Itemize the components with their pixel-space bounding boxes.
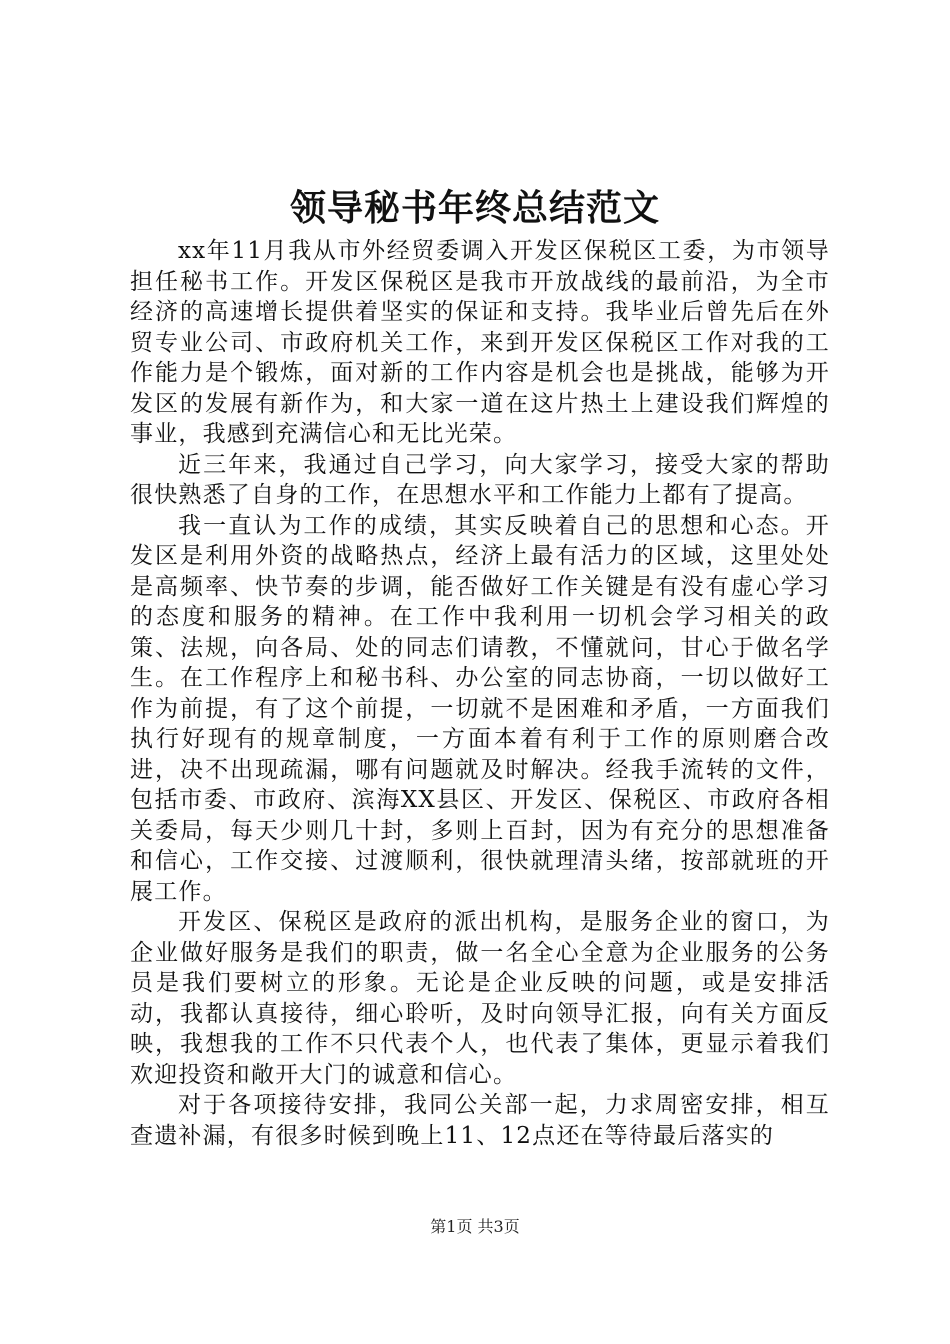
document-body bbox=[130, 236, 830, 1151]
paragraph-1: xx年11月我从市外经贸委调入开发区保税区工委，为市领导担任秘书工作。开发区保税区是我市开放战线的最前沿，为全市经济的高速增长提供着坚实的保证和支持。我毕业后曾先后在外贸专业公司、市政府机关工作，来到开发区保税区工作对我的工作能力是个锻炼，面对新的工作内容是机会也是挑战，能够为开发区的发展有新作为，和大家一道在这片热土上建设我们辉煌的事业，我感到充满信心和无比光荣。 bbox=[130, 238, 830, 447]
paragraph-4: 开发区、保税区是政府的派出机构，是服务企业的窗口，为企业做好服务是我们的职责，做一名全心全意为企业服务的公务员是我们要树立的形象。无论是企业反映的问题，或是安排活动，我都认真接待，细心聆听，及时向领导汇报，向有关方面反映，我想我的工作不只代表个人，也代表了集体，更显示着我们欢迎投资和敞开大门的诚意和信心。 bbox=[130, 909, 830, 1088]
paragraph-3: 我一直认为工作的成绩，其实反映着自己的思想和心态。开发区是利用外资的战略热点，经济上最有活力的区域，这里处处是高频率、快节奏的步调，能否做好工作关键是有没有虚心学习的态度和服务的精神。在工作中我利用一切机会学习相关的政策、法规，向各局、处的同志们请教，不懂就问，甘心于做名学生。在工作程序上和秘书科、办公室的同志协商，一切以做好工作为前提，有了这个前提，一切就不是困难和矛盾，一方面我们执行好现有的规章制度，一方面本着有利于工作的原则磨合改进，决不出现疏漏，哪有问题就及时解决。经我手流转的文件，包括市委、市政府、滨海XX县区、开发区、保税区、市政府各相关委局，每天少则几十封，多则上百封，因为有充分的思想准备和信心，工作交接、过渡顺利，很快就理清头绪，按部就班的开展工作。 bbox=[130, 512, 830, 905]
paragraph-5: 对于各项接待安排，我同公关部一起，力求周密安排，相互查遗补漏，有很多时候到晚上11、12点还在等待最后落实的 bbox=[130, 1092, 830, 1149]
page-number-footer: 第1页 共3页 bbox=[430, 1217, 520, 1236]
document-title: 领导秘书年终总结范文 bbox=[289, 187, 660, 229]
paragraph-2: 近三年来，我通过自己学习，向大家学习，接受大家的帮助很快熟悉了自身的工作，在思想水平和工作能力上都有了提高。 bbox=[130, 451, 830, 508]
